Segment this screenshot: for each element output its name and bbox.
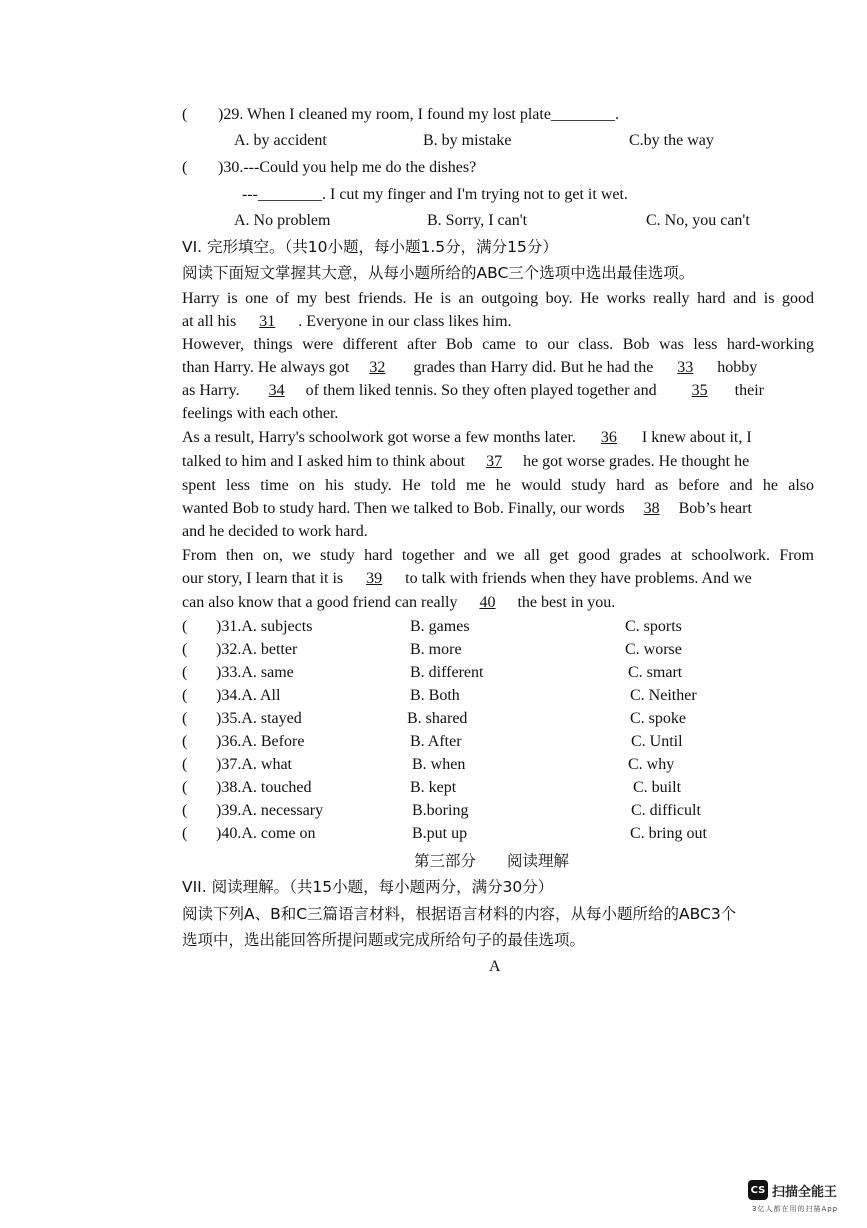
option-c: C. why (628, 756, 675, 773)
blank-36: 36 (600, 429, 617, 446)
option-c: C. smart (628, 664, 683, 681)
option-c: C. built (633, 779, 682, 796)
option-b: B. games (410, 618, 470, 635)
cs-logo-icon: CS (748, 1180, 768, 1200)
passage-line (182, 312, 512, 332)
blank-39: 39 (366, 570, 383, 587)
passage-text: can also know that a good friend can really (182, 594, 458, 611)
passage-text: at all his (182, 313, 237, 330)
passage-text: of them liked tennis. So they often played together and (305, 382, 657, 399)
blank-33: 33 (677, 359, 694, 376)
option-c: C.by the way (629, 132, 714, 149)
answer-paren: ( (182, 779, 188, 796)
watermark-subtitle: 3亿人都在用的扫描App (752, 1205, 839, 1213)
passage-text: I knew about it, I (641, 429, 752, 446)
passage-line (182, 428, 752, 448)
question-stem: )30.---Could you help me do the dishes? (218, 159, 477, 176)
scanner-watermark (748, 1176, 858, 1216)
passage-text: our story, I learn that it is (182, 570, 344, 587)
option-a: )40.A. come on (216, 825, 316, 842)
passage-line (182, 358, 814, 378)
blank-35: 35 (691, 382, 708, 399)
answer-paren: ( (182, 641, 188, 658)
question-reply: ---________. I cut my finger and I'm trying not to get it wet. (242, 186, 628, 203)
answer-paren: ( (182, 756, 188, 773)
passage-label: A (489, 958, 501, 975)
blank-31: 31 (259, 313, 276, 330)
option-b: B. kept (410, 779, 457, 796)
option-c: C. No, you can't (646, 212, 750, 229)
passage-text: talked to him and I asked him to think about (182, 453, 466, 470)
section-instruction: 阅读下面短文掌握其大意，从每小题所给的ABC三个选项中选出最佳选项。 (182, 264, 695, 282)
option-b: B. by mistake (423, 132, 512, 149)
option-c: C. worse (625, 641, 682, 658)
section-heading: VI. 完形填空。（共10小题，每小题1.5分，满分15分） (182, 238, 558, 256)
answer-paren: ( (182, 159, 188, 176)
option-c: C. Until (631, 733, 683, 750)
option-b: B.boring (412, 802, 469, 819)
passage-line: From then on, we study hard together and we all get good grades at schoolwork. From (182, 547, 814, 564)
section-heading: VII. 阅读理解。（共15小题，每小题两分，满分30分） (182, 878, 554, 896)
option-a: )39.A. necessary (216, 802, 324, 819)
option-b: B. when (412, 756, 466, 773)
answer-paren: ( (182, 802, 188, 819)
option-a: )35.A. stayed (216, 710, 302, 727)
option-a: )34.A. All (216, 687, 281, 704)
blank-40: 40 (479, 594, 496, 611)
passage-text: hobby (717, 359, 758, 376)
passage-line: and he decided to work hard. (182, 523, 368, 540)
option-a: )33.A. same (216, 664, 294, 681)
option-b: B. Both (410, 687, 460, 704)
passage-line (182, 381, 764, 401)
option-a: )36.A. Before (216, 733, 305, 750)
option-b: B. After (410, 733, 462, 750)
passage-line (182, 593, 615, 613)
option-a: )32.A. better (216, 641, 298, 658)
option-b: B. Sorry, I can't (427, 212, 528, 229)
option-a: A. by accident (234, 132, 327, 149)
blank-38: 38 (643, 500, 660, 517)
option-b: B. different (410, 664, 484, 681)
option-c: C. difficult (631, 802, 701, 819)
option-b: B. shared (407, 710, 468, 727)
watermark-title: 扫描全能王 (772, 1185, 838, 1200)
answer-paren: ( (182, 825, 188, 842)
answer-paren: ( (182, 687, 188, 704)
passage-text: wanted Bob to study hard. Then we talked to Bob. Finally, our words (182, 500, 625, 517)
blank-34: 34 (268, 382, 285, 399)
option-c: C. Neither (630, 687, 697, 704)
answer-paren: ( (182, 664, 188, 681)
option-c: C. sports (625, 618, 682, 635)
option-a: )37.A. what (216, 756, 292, 773)
passage-line: feelings with each other. (182, 405, 339, 422)
passage-text: As a result, Harry's schoolwork got worse a few months later. (182, 429, 576, 446)
part-title: 第三部分 阅读理解 (414, 852, 570, 870)
passage-line (182, 569, 752, 589)
blank-32: 32 (369, 359, 386, 376)
answer-paren: ( (182, 733, 188, 750)
passage-line (182, 452, 749, 472)
passage-text: he got worse grades. He thought he (523, 453, 750, 470)
option-b: B. more (410, 641, 462, 658)
option-a: A. No problem (234, 212, 331, 229)
passage-line: Harry is one of my best friends. He is an outgoing boy. He works really hard and is good (182, 290, 814, 307)
passage-line (182, 499, 752, 519)
blank-37: 37 (486, 453, 503, 470)
option-c: C. bring out (630, 825, 707, 842)
passage-text: their (734, 382, 764, 399)
answer-paren: ( (182, 710, 188, 727)
passage-text: the best in you. (517, 594, 616, 611)
passage-text: as Harry. (182, 382, 240, 399)
option-c: C. spoke (630, 710, 686, 727)
passage-line: However, things were different after Bob came to our class. Bob was less hard-working (182, 336, 814, 353)
passage-text: to talk with friends when they have problems. And we (405, 570, 752, 587)
passage-text: than Harry. He always got (182, 359, 350, 376)
option-b: B.put up (412, 825, 468, 842)
question-stem: )29. When I cleaned my room, I found my lost plate________. (218, 106, 619, 123)
option-a: )31.A. subjects (216, 618, 313, 635)
answer-paren: ( (182, 618, 188, 635)
passage-text: . Everyone in our class likes him. (298, 313, 512, 330)
answer-paren: ( (182, 106, 188, 123)
passage-text: Bob’s heart (678, 500, 752, 517)
section-instruction: 选项中，选出能回答所提问题或完成所给句子的最佳选项。 (182, 931, 586, 949)
passage-text: grades than Harry did. But he had the (413, 359, 654, 376)
section-instruction: 阅读下列A、B和C三篇语言材料，根据语言材料的内容，从每小题所给的ABC3个 (182, 905, 737, 923)
option-a: )38.A. touched (216, 779, 312, 796)
passage-line: spent less time on his study. He told me he would study hard as before and he also (182, 477, 814, 494)
